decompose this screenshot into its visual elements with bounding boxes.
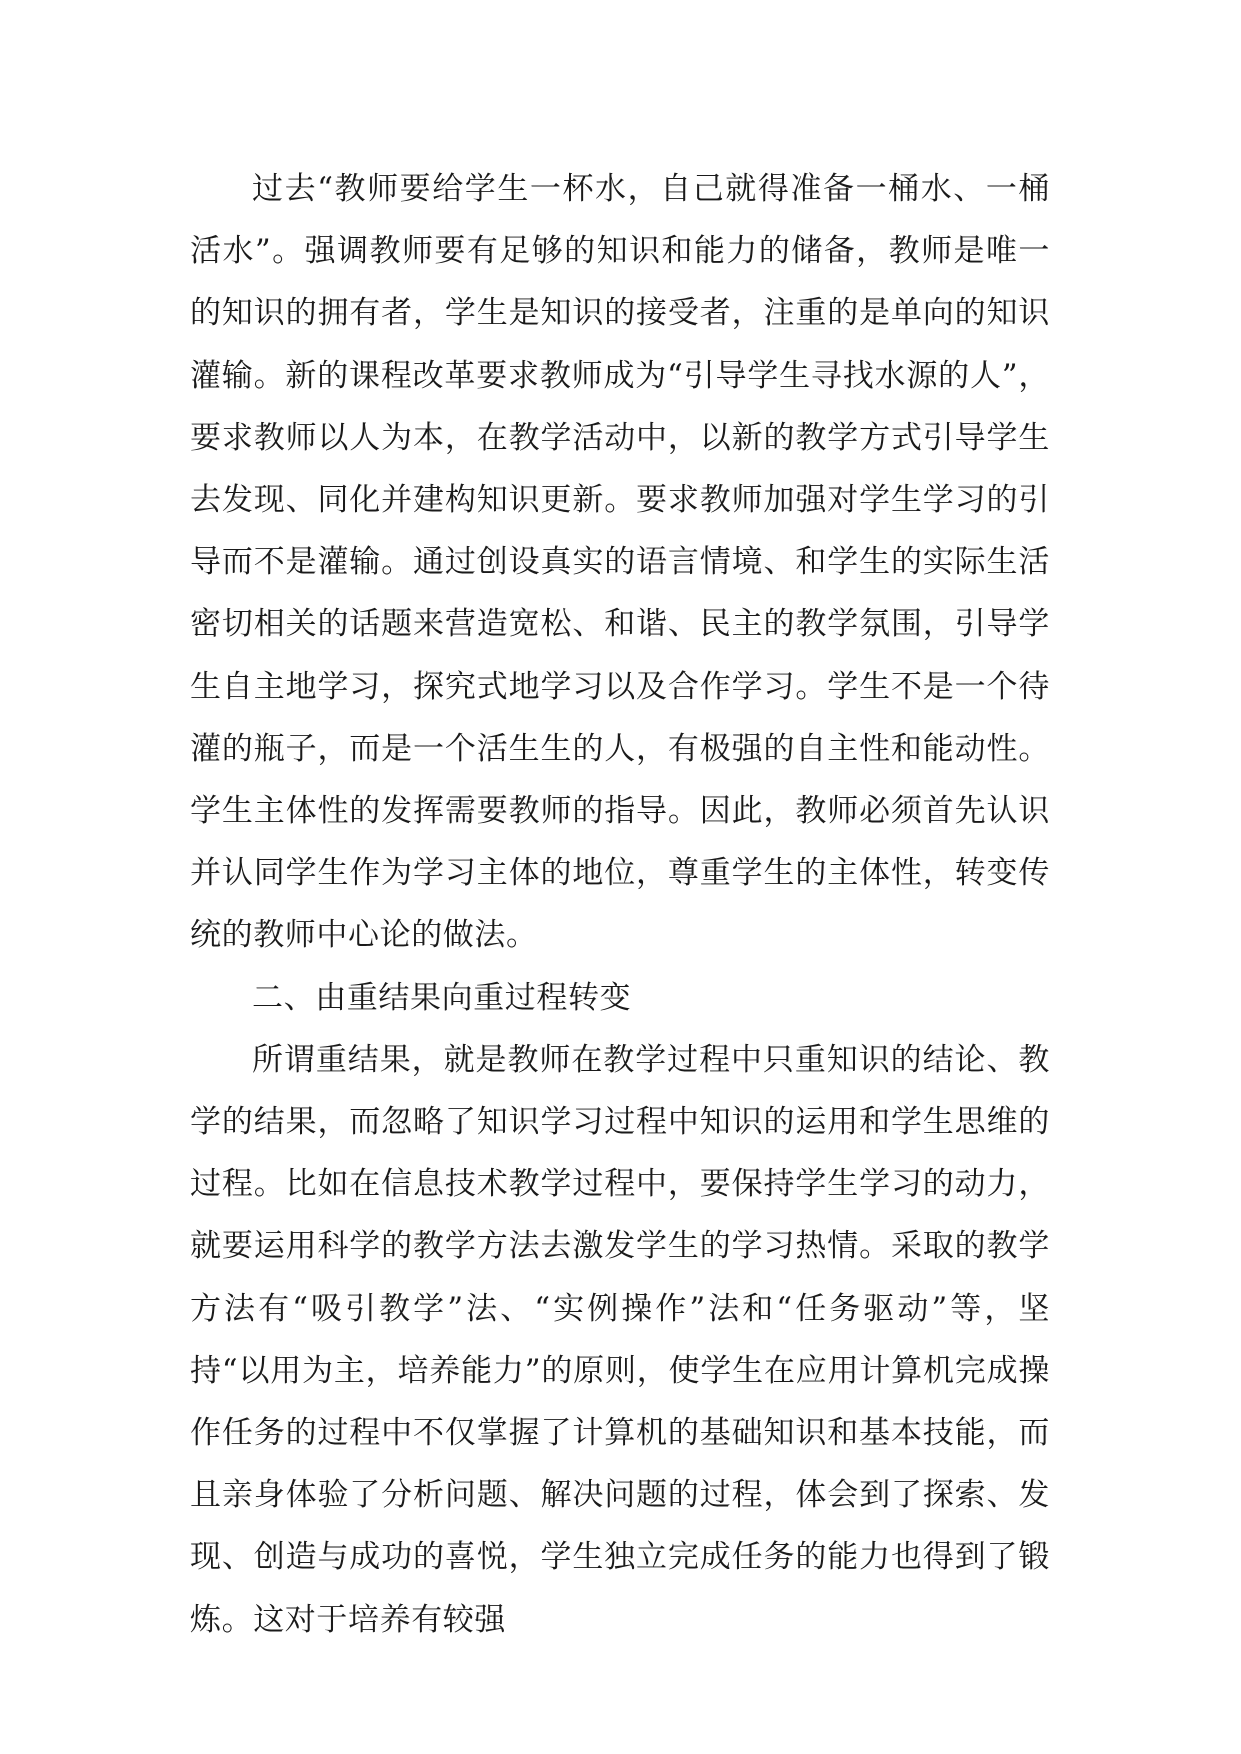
paragraph-teacher-role: 过去“教师要给学生一杯水，自己就得准备一桶水、一桶活水”。强调教师要有足够的知识和能力的储备，教师是唯一的知识的拥有者，学生是知识的接受者，注重的是单向的知识灌输。新的课程改革要求教师成为“引导学生寻找水源的人”，要求教师以人为本，在教学活动中，以新的教学方式引导学生去发现、同化并建构知识更新。要求教师加强对学生学习的引导而不是灌输。通过创设真实的语言情境、和学生的实际生活密切相关的话题来营造宽松、和谐、民主的教学氛围，引导学生自主地学习，探究式地学习以及合作学习。学生不是一个待灌的瓶子，而是一个活生生的人，有极强的自主性和能动性。学生主体性的发挥需要教师的指导。因此，教师必须首先认识并认同学生作为学习主体的地位，尊重学生的主体性，转变传统的教师中心论的做法。 [190,171,1050,954]
document-body [190,158,1050,1651]
paragraph-process-focus: 所谓重结果，就是教师在教学过程中只重知识的结论、教学的结果，而忽略了知识学习过程中知识的运用和学生思维的过程。比如在信息技术教学过程中，要保持学生学习的动力，就要运用科学的教学方法去激发学生的学习热情。采取的教学方法有“吸引教学”法、“实例操作”法和“任务驱动”等，坚持“以用为主，培养能力”的原则，使学生在应用计算机完成操作任务的过程中不仅掌握了计算机的基础知识和基本技能，而且亲身体验了分析问题、解决问题的过程，体会到了探索、发现、创造与成功的喜悦，学生独立完成任务的能力也得到了锻炼。这对于培养有较强 [190,1041,1050,1638]
section-heading: 二、由重结果向重过程转变 [252,979,632,1016]
